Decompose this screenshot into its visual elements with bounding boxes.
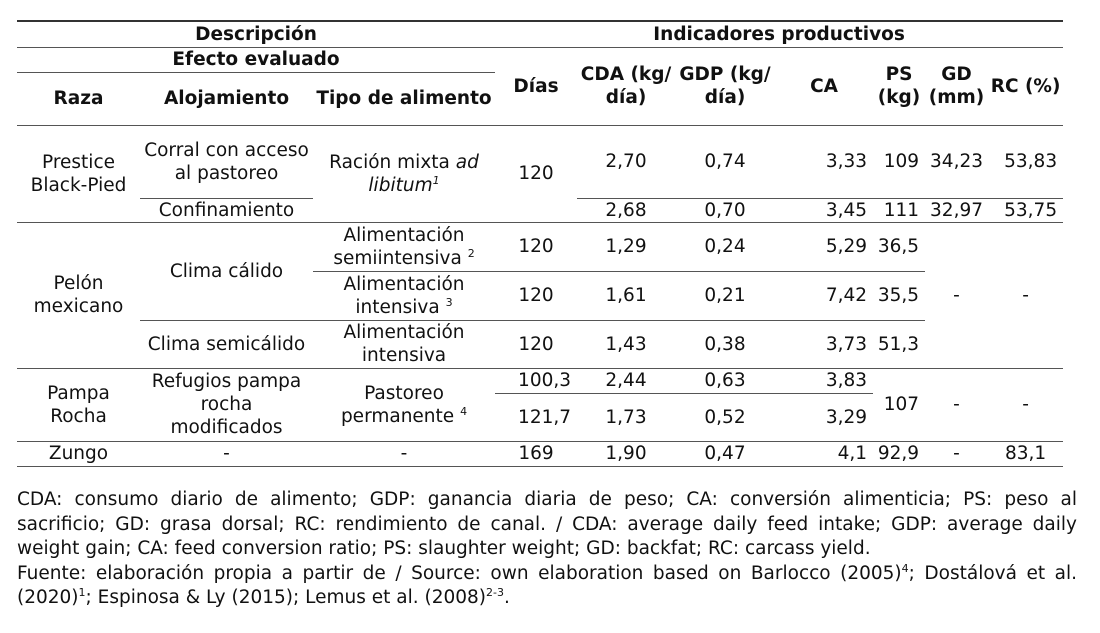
cell-alojamiento-calido: Clima cálido xyxy=(140,222,313,320)
cell-raza-pelon: Pelón mexicano xyxy=(17,222,140,368)
header-gd: GD (mm) xyxy=(925,47,988,125)
header-ca: CA xyxy=(775,47,873,125)
cell-gd: 32,97 xyxy=(925,198,988,222)
alimento-text: Alimentación semiintensiva xyxy=(333,224,465,269)
cell-ps: 51,3 xyxy=(873,320,925,368)
cell-ps-pampa: 107 xyxy=(873,368,925,441)
cell-ca: 4,1 xyxy=(775,441,873,466)
cell-gdp: 0,52 xyxy=(675,393,775,441)
footnote-ref: 4 xyxy=(901,561,909,575)
cell-alojamiento-semicalido: Clima semicálido xyxy=(140,320,313,368)
cell-ca: 3,33 xyxy=(775,125,873,198)
cell-gdp: 0,38 xyxy=(675,320,775,368)
cell-gdp: 0,47 xyxy=(675,441,775,466)
cell-gd-pampa: - xyxy=(925,368,988,441)
cell-rc-pampa: - xyxy=(988,368,1063,441)
header-alojamiento: Alojamiento xyxy=(140,72,313,125)
cell-alimento: Alimentación intensiva xyxy=(313,320,495,368)
cell-gd-pelon: - xyxy=(925,222,988,368)
source-end: . xyxy=(504,587,510,608)
footnote-ref: 2 xyxy=(467,246,475,260)
cell-alimento xyxy=(313,222,495,271)
cell-cda: 1,90 xyxy=(577,441,675,466)
alimento-italic: ad libitum xyxy=(368,151,479,196)
cell-alimento-racion-mixta xyxy=(313,125,495,222)
cell-alimento xyxy=(313,271,495,320)
cell-ps: 111 xyxy=(873,198,925,222)
cell-ca: 3,29 xyxy=(775,393,873,441)
cell-cda: 2,68 xyxy=(577,198,675,222)
alimento-text: Alimentación intensiva xyxy=(343,273,465,318)
source-text: ; Espinosa & Ly (2015); Lemus et al. (2008) xyxy=(85,587,487,608)
cell-alojamiento-refugios: Refugios pampa rocha modificados xyxy=(140,368,313,441)
footnote-ref: 2-3 xyxy=(486,585,504,599)
source-text: ; Dostálová et al. (2020) xyxy=(17,562,1077,608)
header-raza: Raza xyxy=(17,72,140,125)
cell-cda: 2,44 xyxy=(577,368,675,393)
cell-cda: 2,70 xyxy=(577,125,675,198)
header-indicadores: Indicadores productivos xyxy=(495,21,1063,47)
cell-cda: 1,29 xyxy=(577,222,675,271)
cell-raza-prestice: Prestice Black-Pied xyxy=(17,125,140,222)
footnote-ref: 4 xyxy=(460,404,468,418)
header-descripcion: Descripción xyxy=(17,21,495,47)
cell-dias-prestice: 120 xyxy=(495,125,577,222)
cell-rc-pelon: - xyxy=(988,222,1063,368)
cell-ca: 7,42 xyxy=(775,271,873,320)
cell-rc: 83,1 xyxy=(988,441,1063,466)
cell-dias: 120 xyxy=(495,320,577,368)
cell-gdp: 0,74 xyxy=(675,125,775,198)
cell-gdp: 0,70 xyxy=(675,198,775,222)
cell-gdp: 0,24 xyxy=(675,222,775,271)
cell-gd: - xyxy=(925,441,988,466)
cell-alimento: - xyxy=(313,441,495,466)
cell-alojamiento: - xyxy=(140,441,313,466)
table-footnote xyxy=(17,488,1077,611)
cell-gdp: 0,63 xyxy=(675,368,775,393)
alimento-text: Ración mixta xyxy=(329,151,450,173)
cell-dias: 120 xyxy=(495,222,577,271)
cell-cda: 1,61 xyxy=(577,271,675,320)
cell-ca: 5,29 xyxy=(775,222,873,271)
cell-rc: 53,83 xyxy=(988,125,1063,198)
source-text: Fuente: elaboración propia a partir de / Source: own elaboration based on Barlocco (2005) xyxy=(17,562,902,584)
cell-alimento-pastoreo xyxy=(313,368,495,441)
header-ps: PS (kg) xyxy=(873,47,925,125)
source-note xyxy=(17,562,1077,611)
header-tipo-alimento: Tipo de alimento xyxy=(313,72,495,125)
cell-ps: 109 xyxy=(873,125,925,198)
alimento-text: Pastoreo permanente xyxy=(340,382,455,427)
footnote-ref: 1 xyxy=(78,585,86,599)
cell-ps: 92,9 xyxy=(873,441,925,466)
cell-dias: 121,7 xyxy=(495,393,577,441)
cell-gd: 34,23 xyxy=(925,125,988,198)
cell-alojamiento-confinamiento: Confinamiento xyxy=(140,198,313,222)
cell-alojamiento-corral: Corral con acceso al pastoreo xyxy=(140,125,313,198)
header-gdp: GDP (kg/ día) xyxy=(675,47,775,125)
cell-ca: 3,45 xyxy=(775,198,873,222)
cell-cda: 1,73 xyxy=(577,393,675,441)
cell-ca: 3,83 xyxy=(775,368,873,393)
header-rc: RC (%) xyxy=(988,47,1063,125)
cell-ps: 36,5 xyxy=(873,222,925,271)
header-cda: CDA (kg/ día) xyxy=(577,47,675,125)
abbreviations-note: CDA: consumo diario de alimento; GDP: ganancia diaria de peso; CA: conversión alimenticia; PS: peso al sacrificio; GD: grasa dorsal; RC: rendimiento de canal. / CDA: average daily feed intake; GDP: average daily weight gain; CA: feed conversion ratio; PS: slaughter weight; GD: backfat; RC: carcass yield. xyxy=(17,489,1077,559)
cell-raza-pampa: Pampa Rocha xyxy=(17,368,140,441)
cell-ps: 35,5 xyxy=(873,271,925,320)
header-dias: Días xyxy=(495,47,577,125)
cell-cda: 1,43 xyxy=(577,320,675,368)
cell-dias: 100,3 xyxy=(495,368,577,393)
productive-indicators-table xyxy=(17,20,1063,467)
cell-raza-zungo: Zungo xyxy=(17,441,140,466)
cell-gdp: 0,21 xyxy=(675,271,775,320)
cell-ca: 3,73 xyxy=(775,320,873,368)
footnote-ref: 3 xyxy=(445,295,453,309)
cell-dias: 169 xyxy=(495,441,577,466)
cell-rc: 53,75 xyxy=(988,198,1063,222)
header-efecto-evaluado: Efecto evaluado xyxy=(17,47,495,72)
footnote-ref: 1 xyxy=(432,173,440,187)
cell-dias: 120 xyxy=(495,271,577,320)
